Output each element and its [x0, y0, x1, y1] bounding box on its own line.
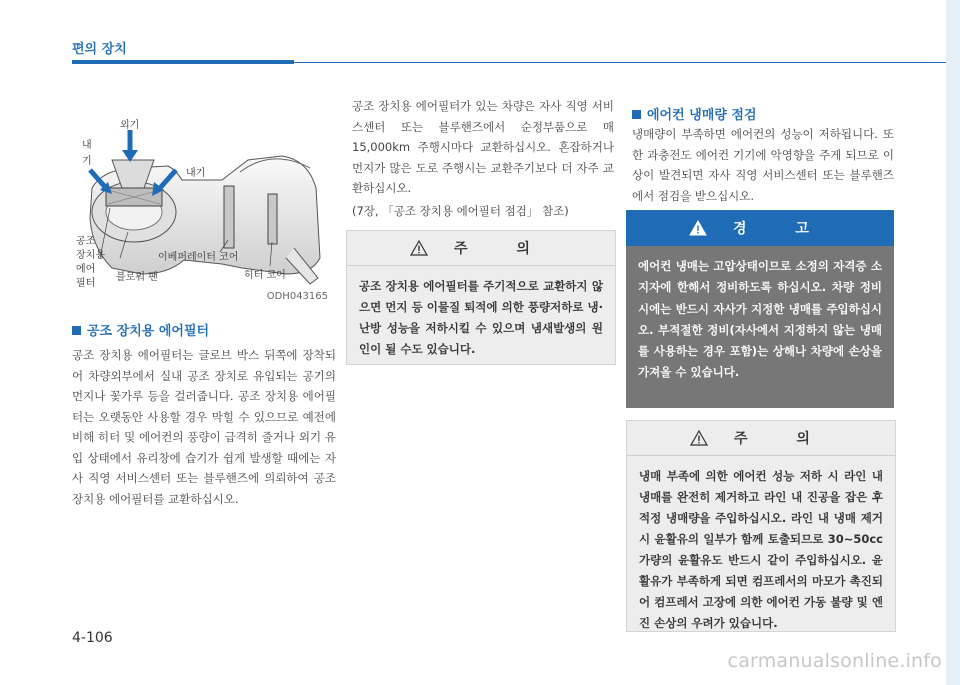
air-filter-paragraph: 공조 장치용 에어필터는 글로브 박스 뒤쪽에 장착되어 차량외부에서 실내 공조 장치로 유입되는 공기의 먼지나 꽃가루 등을 걸러줍니다. 공조 장치용 에어필터는 오랫동안 사용할 경우 막힐 수 있으므로 예전에 비해 히터 및 에어컨의 풍량이 급격히 줄거나 외기 유입 상태에서 유리창에 습기가 쉽게 발생할 때에는 자사 직영 서비스센터 또는 블루핸즈에 의뢰하여 공조 장치용 에어필터를 교환하십시오.	[72, 348, 336, 506]
hvac-diagram	[72, 108, 330, 304]
label-air-filter-3: 에어	[76, 264, 96, 275]
label-air-filter-1: 공조	[76, 236, 96, 247]
side-margin-strip	[946, 0, 960, 685]
warning-box	[626, 210, 894, 408]
filter-reference-note: (7장, 「공조 장치용 에어필터 점검」 참조)	[352, 204, 569, 218]
heading-square-icon	[632, 110, 641, 119]
warning-header	[626, 210, 894, 246]
warning-triangle-icon	[690, 430, 708, 446]
label-air-filter-4: 필터	[76, 278, 96, 289]
caution-header	[627, 421, 895, 456]
section-title: 편의 장치	[72, 42, 127, 57]
warning-triangle-icon	[410, 240, 428, 256]
warning-text: 에어컨 냉매는 고압상태이므로 소정의 자격증 소지자에 한해서 정비하도록 하십시오. 차량 정비 시에는 반드시 자사가 지정한 냉매를 주입하십시오. 부적절한 정비(자사에서 지정하지 않는 냉매를 사용하는 경우 포함)는 상해나 차량에 손상을 가져올 수 있습니다.	[638, 259, 882, 380]
refrigerant-paragraph: 냉매량이 부족하면 에어컨의 성능이 저하됩니다. 또한 과충전도 에어컨 기기에 악영향을 주게 되므로 이상이 발견되면 자사 직영 서비스센터 또는 블루핸즈에서 점검을 받으십시오.	[632, 127, 894, 203]
caution-header	[347, 231, 615, 266]
caution-box-filter	[346, 230, 616, 365]
header-divider	[294, 62, 946, 63]
label-outside-air: 외기	[120, 120, 140, 131]
warning-triangle-icon	[689, 220, 707, 236]
label-inside-air-top: 내	[82, 140, 92, 151]
header-accent-bar	[72, 60, 294, 64]
caution-box-refrigerant	[626, 420, 896, 632]
figure-code: ODH043165	[266, 291, 328, 302]
page-number: 4-106	[72, 630, 113, 646]
filter-replacement-paragraph: 공조 장치용 에어필터가 있는 차량은 자사 직영 서비스센터 또는 블루핸즈에서 순정부품으로 매 15,000km 주행시마다 교환하십시오. 혼잡하거나 먼지가 많은 도로 주행시는 교환주기보다 더 자주 교환하십시오.	[352, 99, 614, 195]
caution-text: 공조 장치용 에어필터를 주기적으로 교환하지 않으면 먼지 등 이물질 퇴적에 의한 풍량저하로 냉·난방 성능을 저하시킬 수 있으며 냄새발생의 원인이 될 수도 있습니다.	[359, 279, 603, 356]
label-inside-air-bottom: 기	[82, 156, 92, 167]
label-blower-fan: 블로워 팬	[116, 272, 158, 283]
air-filter-heading-text: 공조 장치용 에어필터	[87, 324, 210, 339]
label-air-filter-2: 장치용	[76, 250, 105, 261]
heading-square-icon	[72, 326, 81, 335]
label-inside-air-right: 내기	[186, 168, 206, 179]
air-filter-heading	[72, 320, 209, 339]
refrigerant-heading-text: 에어컨 냉매량 점검	[647, 108, 757, 123]
caution-title: 주 의	[454, 241, 552, 257]
hvac-illustration	[72, 108, 330, 304]
label-heater-core: 히터 코어	[244, 270, 286, 281]
caution-text: 냉매 부족에 의한 에어컨 성능 저하 시 라인 내 냉매를 완전히 제거하고 라인 내 진공을 잡은 후 적정 냉매량을 주입하십시오. 라인 내 냉매 제거 시 윤활유의 일부가 함께 토출되므로 30~50cc 가량의 윤활유도 반드시 같이 주입하십시오. 윤활유가 부족하게 되면 컴프레서의 마모가 촉진되어 컴프레서 고장에 의한 에어컨 가동 불량 및 엔진 손상의 우려가 있습니다.	[639, 469, 883, 630]
watermark: carmanualsonline.info	[727, 650, 942, 672]
warning-title: 경 고	[733, 221, 831, 237]
refrigerant-heading	[632, 104, 757, 123]
caution-title: 주 의	[734, 431, 832, 447]
label-evaporator: 이베퍼레이터 코어	[158, 252, 239, 263]
